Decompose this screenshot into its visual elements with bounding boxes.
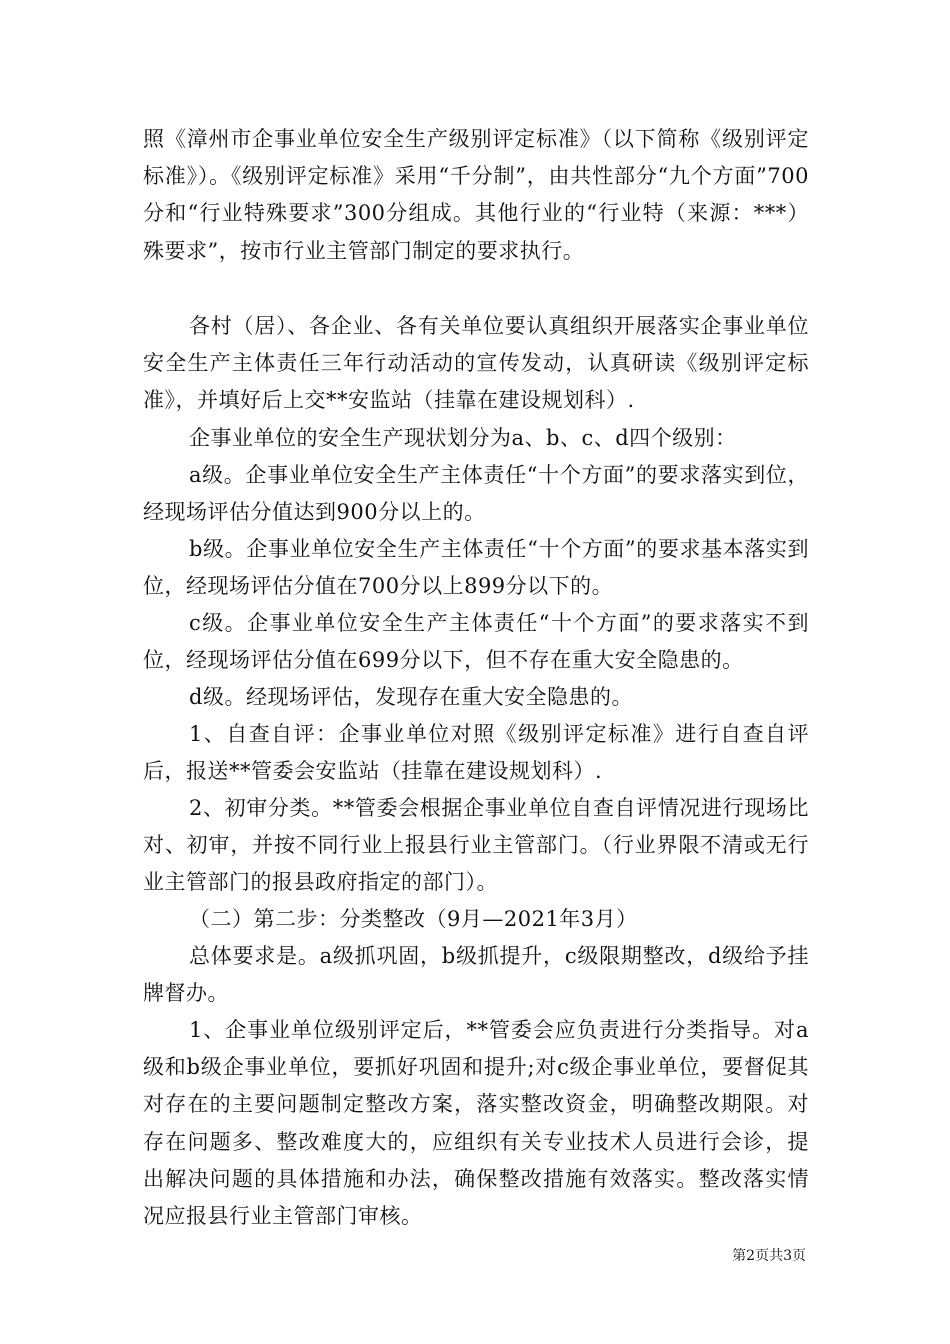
paragraph-level-d: d级。经现场评估，发现存在重大安全隐患的。 (189, 685, 633, 709)
paragraph-standard-intro: 照《漳州市企事业单位安全生产级别评定标准》（以下简称《级别评定标准》）。《级别评定标准》采用“千分制”，由共性部分“九个方面”700分和“行业特殊要求”300分组成。其他行业的“行业特（来源：***）殊要求”，按市行业主管部门制定的要求执行。 (143, 127, 809, 263)
paragraph-self-assessment: 1、自查自评：企事业单位对照《级别评定标准》进行自查自评后，报送**管委会安监站（挂靠在建设规划科）. (143, 722, 809, 784)
paragraph-overall-requirements: 总体要求是。a级抓巩固，b级抓提升，c级限期整改，d级给予挂牌督办。 (143, 944, 809, 1006)
paragraph-preliminary-review: 2、初审分类。**管委会根据企事业单位自查自评情况进行现场比对、初审，并按不同行业上报县行业主管部门。（行业界限不清或无行业主管部门的报县政府指定的部门）。 (143, 796, 809, 895)
paragraph-levels-intro: 企事业单位的安全生产现状划分为a、b、c、d四个级别： (189, 426, 737, 450)
paragraph-level-a: a级。企事业单位安全生产主体责任“十个方面”的要求落实到位，经现场评估分值达到900分以上的。 (143, 463, 809, 525)
paragraph-classified-guidance: 1、企事业单位级别评定后，**管委会应负责进行分类指导。对a级和b级企事业单位，要抓好巩固和提升;对c级企事业单位，要督促其对存在的主要问题制定整改方案，落实整改资金，明确整改期限。对存在问题多、整改难度大的，应组织有关专业技术人员进行会诊，提出解决问题的具体措施和办法，确保整改措施有效落实。整改落实情况应报县行业主管部门审核。 (143, 1018, 809, 1229)
paragraph-level-c: c级。企事业单位安全生产主体责任“十个方面”的要求落实不到位，经现场评估分值在699分以下，但不存在重大安全隐患的。 (143, 611, 809, 673)
paragraph-publicity: 各村（居）、各企业、各有关单位要认真组织开展落实企事业单位安全生产主体责任三年行动活动的宣传发动，认真研读《级别评定标准》，并填好后上交**安监站（挂靠在建设规划科）. (143, 314, 809, 413)
paragraph-level-b: b级。企事业单位安全生产主体责任“十个方面”的要求基本落实到位，经现场评估分值在700分以上899分以下的。 (143, 537, 809, 599)
section-heading-step-two: （二）第二步：分类整改（9月—2021年3月） (189, 907, 638, 931)
page-number: 第2页共3页 (732, 1248, 806, 1264)
